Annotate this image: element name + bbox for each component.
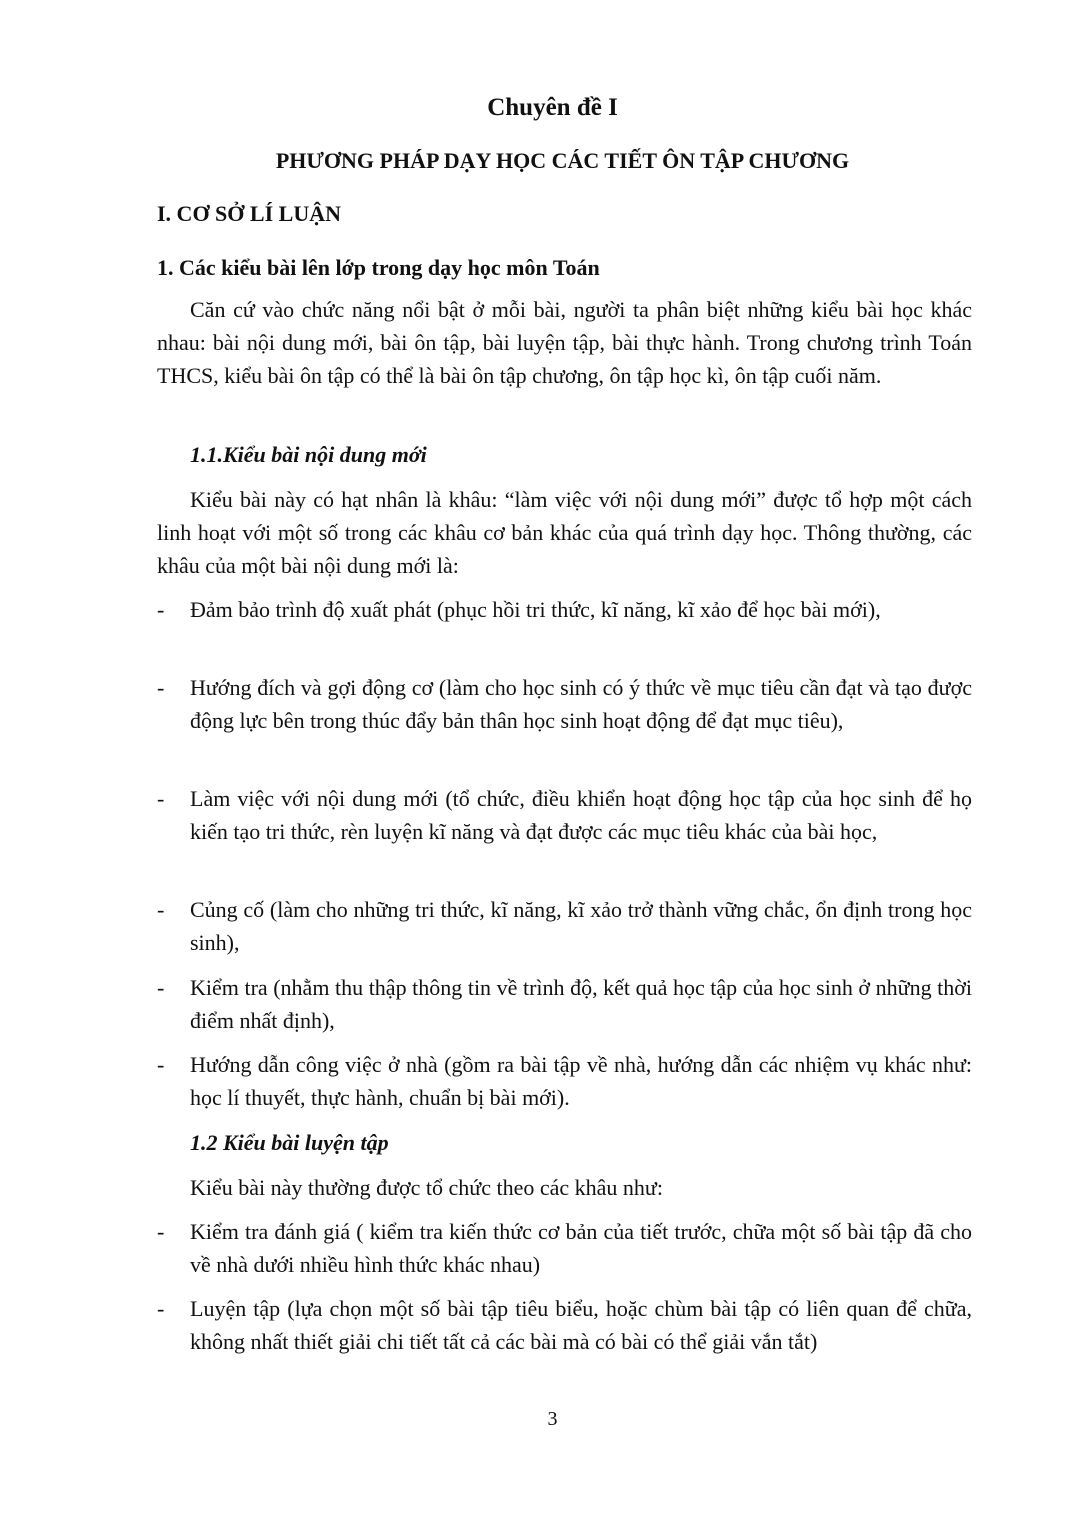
section-heading: I. CƠ SỞ LÍ LUẬN [157,201,341,226]
page-number: 3 [547,1408,558,1430]
list-item [157,893,972,959]
bullet-marker: - [157,1052,165,1077]
list-item-text: Luyện tập (lựa chọn một số bài tập tiêu biểu, hoặc chùm bài tập có liên quan để chữa, không nhất thiết giải chi tiết tất cả các bài mà có bài có thể giải vắn tắt) [190,1296,972,1354]
list-item [157,1292,972,1358]
list-item-text: Làm việc với nội dung mới (tổ chức, điều khiển hoạt động học tập của học sinh để họ kiến tạo tri thức, rèn luyện kĩ năng và đạt được các mục tiêu khác của bài học, [190,786,972,844]
list-item-text: Củng cố (làm cho những tri thức, kĩ năng, kĩ xảo trở thành vững chắc, ổn định trong học sinh), [190,897,972,955]
list-item [157,593,972,626]
bullet-marker: - [157,786,165,811]
list-item [157,971,972,1037]
list-item [157,1215,972,1281]
intro-paragraph: Căn cứ vào chức năng nổi bật ở mỗi bài, người ta phân biệt những kiểu bài học khác nhau: bài nội dung mới, bài ôn tập, bài luyện tập, bài thực hành. Trong chương trình Toán THCS, kiểu bài ôn tập có thể là bài ôn tập chương, ôn tập học kì, ôn tập cuối năm. [157,297,972,388]
bullet-marker: - [157,1296,165,1321]
list-item-text: Hướng dẫn công việc ở nhà (gồm ra bài tập về nhà, hướng dẫn các nhiệm vụ khác như: học lí thuyết, thực hành, chuẩn bị bài mới). [190,1052,972,1110]
subsection-heading: 1. Các kiểu bài lên lớp trong dạy học môn Toán [157,255,600,280]
list-item-text: Kiểm tra đánh giá ( kiểm tra kiến thức cơ bản của tiết trước, chữa một số bài tập đã cho về nhà dưới nhiều hình thức khác nhau) [190,1219,972,1277]
bullet-marker: - [157,675,165,700]
list-item-text: Đảm bảo trình độ xuất phát (phục hồi tri thức, kĩ năng, kĩ xảo để học bài mới), [190,597,881,622]
subsection-1-1-heading: 1.1.Kiểu bài nội dung mới [190,442,427,467]
page-title: PHƯƠNG PHÁP DẠY HỌC CÁC TIẾT ÔN TẬP CHƯƠNG [275,148,850,173]
list-item [157,1048,972,1114]
bullet-marker: - [157,975,165,1000]
bullet-marker: - [157,1219,165,1244]
list-item [157,782,972,848]
bullet-marker: - [157,597,165,622]
list-item-text: Kiểm tra (nhằm thu thập thông tin về trình độ, kết quả học tập của học sinh ở những thời điểm nhất định), [190,975,972,1033]
list-item [157,671,972,737]
list-item-text: Hướng đích và gợi động cơ (làm cho học sinh có ý thức về mục tiêu cần đạt và tạo được động lực bên trong thúc đẩy bản thân học sinh hoạt động để đạt mục tiêu), [190,675,972,733]
bullet-marker: - [157,897,165,922]
chapter-heading: Chuyên đề I [487,94,618,121]
subsection-1-2-paragraph: Kiểu bài này thường được tổ chức theo các khâu như: [190,1175,663,1200]
subsection-1-2-heading: 1.2 Kiểu bài luyện tập [190,1130,389,1155]
subsection-1-1-paragraph: Kiểu bài này có hạt nhân là khâu: “làm việc với nội dung mới” được tổ hợp một cách linh hoạt với một số trong các khâu cơ bản khác của quá trình dạy học. Thông thường, các khâu của một bài nội dung mới là: [157,487,972,578]
